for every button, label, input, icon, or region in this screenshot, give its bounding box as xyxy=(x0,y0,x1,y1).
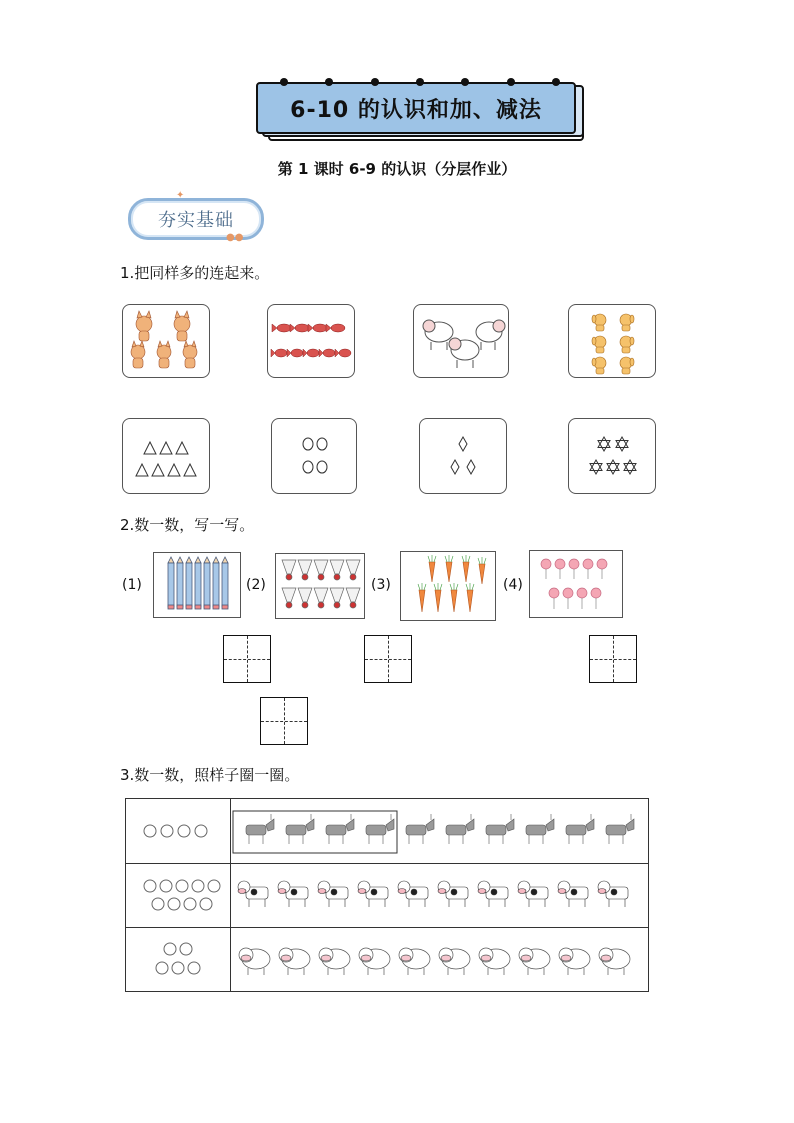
carrot-icon xyxy=(418,583,426,612)
cow-icon xyxy=(398,881,428,907)
cat-icon xyxy=(183,341,197,368)
fish-icon xyxy=(326,324,345,332)
picture-box-sheep[interactable] xyxy=(413,304,509,378)
table-row-cows xyxy=(126,863,648,928)
title-banner xyxy=(256,82,576,134)
shuttlecock-icon xyxy=(330,560,344,580)
dog-icon xyxy=(620,357,634,374)
sample-circles-5 xyxy=(126,927,230,991)
sheep-icon xyxy=(423,320,453,350)
fish-icon xyxy=(287,349,303,357)
item-tag-4: (4) xyxy=(503,577,523,593)
cow-icon xyxy=(238,881,268,907)
pencil-icon xyxy=(168,557,174,609)
cat-icon xyxy=(174,311,190,341)
donkey-icon xyxy=(406,814,434,844)
fish-icon xyxy=(319,349,335,357)
pencils-picture xyxy=(154,553,240,617)
lollipop-icon xyxy=(549,588,559,609)
donkey-icon xyxy=(566,814,594,844)
sheep-icon xyxy=(439,948,470,975)
fish-icon xyxy=(271,349,287,357)
cat-icon xyxy=(131,341,145,368)
fish-icon xyxy=(290,324,309,332)
sheep-icon xyxy=(599,948,630,975)
shuttlecock-icon xyxy=(282,560,296,580)
lollipop-icon xyxy=(583,559,593,579)
cow-icon xyxy=(558,881,588,907)
carrot-icon xyxy=(462,555,470,582)
diamonds-shapes xyxy=(421,420,505,492)
answer-grid-3[interactable] xyxy=(260,697,308,745)
question-1-label: 1.把同样多的连起来。 xyxy=(120,264,270,282)
lollipops-picture xyxy=(530,551,622,617)
sheep-icon xyxy=(479,948,510,975)
answer-grid-4[interactable] xyxy=(589,635,637,683)
lollipops-box xyxy=(529,550,623,618)
shuttlecock-icon xyxy=(330,588,344,608)
banner-rings xyxy=(280,78,560,86)
shape-box-circles[interactable] xyxy=(271,418,357,494)
lollipop-icon xyxy=(555,559,565,579)
fish-icon xyxy=(303,349,319,357)
item-tag-3: (3) xyxy=(371,577,391,593)
item-tag-1: (1) xyxy=(122,577,142,593)
dog-icon xyxy=(592,314,606,331)
cow-icon xyxy=(438,881,468,907)
shape-box-diamonds[interactable] xyxy=(419,418,507,494)
cow-icon xyxy=(478,881,508,907)
dog-icon xyxy=(592,357,606,374)
shape-box-stars[interactable] xyxy=(568,418,656,494)
carrots-picture xyxy=(401,552,495,620)
pencil-icon xyxy=(204,557,210,609)
lesson-subtitle: 第 1 课时 6-9 的认识（分层作业） xyxy=(277,160,517,178)
question-3-label: 3.数一数，照样子圈一圈。 xyxy=(120,766,300,784)
sheep-row-picture[interactable] xyxy=(230,927,648,991)
pencil-icon xyxy=(186,557,192,609)
pencil-icon xyxy=(195,557,201,609)
shuttlecocks-box xyxy=(275,553,365,619)
tag-star-icon: ✦ xyxy=(176,190,185,201)
donkey-icon xyxy=(326,814,354,844)
table-row-sheep xyxy=(126,927,648,991)
pencils-box xyxy=(153,552,241,618)
donkey-icon xyxy=(286,814,314,844)
answer-grid-2[interactable] xyxy=(364,635,412,683)
sheep-icon xyxy=(559,948,590,975)
lollipop-icon xyxy=(597,559,607,579)
picture-box-cats[interactable] xyxy=(122,304,210,378)
sample-circles-4 xyxy=(126,799,230,863)
shuttlecocks-picture xyxy=(276,554,364,618)
cow-icon xyxy=(358,881,388,907)
pencil-icon xyxy=(177,557,183,609)
lollipop-icon xyxy=(569,559,579,579)
donkey-icon xyxy=(246,814,274,844)
cats-picture xyxy=(124,306,208,376)
item-tag-2: (2) xyxy=(246,577,266,593)
cow-icon xyxy=(318,881,348,907)
picture-box-fish[interactable] xyxy=(267,304,355,378)
tag-dots-icon: ●● xyxy=(226,232,244,243)
shape-box-triangles[interactable] xyxy=(122,418,210,494)
sheep-icon xyxy=(359,948,390,975)
donkey-icon xyxy=(366,814,394,844)
section-tag xyxy=(128,198,264,240)
cow-icon xyxy=(598,881,628,907)
picture-box-dogs[interactable] xyxy=(568,304,656,378)
pencil-icon xyxy=(213,557,219,609)
shuttlecock-icon xyxy=(346,560,360,580)
carrot-icon xyxy=(428,555,436,582)
shuttlecock-icon xyxy=(346,588,360,608)
lollipop-icon xyxy=(577,588,587,609)
sheep-icon xyxy=(519,948,550,975)
fish-picture xyxy=(269,306,353,376)
fish-icon xyxy=(308,324,327,332)
sheep-picture xyxy=(415,306,507,376)
circle-table xyxy=(125,798,649,992)
shuttlecock-icon xyxy=(314,588,328,608)
donkey-icon xyxy=(606,814,634,844)
carrot-icon xyxy=(466,583,474,612)
carrots-box xyxy=(400,551,496,621)
question-2-label: 2.数一数，写一写。 xyxy=(120,516,255,534)
lollipop-icon xyxy=(563,588,573,609)
shuttlecock-icon xyxy=(298,560,312,580)
cow-icon xyxy=(518,881,548,907)
fish-icon xyxy=(272,324,291,332)
sheep-icon xyxy=(399,948,430,975)
sheep-icon xyxy=(476,320,505,350)
cows-picture[interactable] xyxy=(230,863,648,927)
shuttlecock-icon xyxy=(314,560,328,580)
cat-icon xyxy=(136,311,152,341)
dog-icon xyxy=(620,314,634,331)
sheep-icon xyxy=(279,948,310,975)
lollipop-icon xyxy=(541,559,551,579)
cow-icon xyxy=(278,881,308,907)
dog-icon xyxy=(592,336,606,353)
pencil-icon xyxy=(222,557,228,609)
donkeys-picture[interactable] xyxy=(230,799,648,863)
sample-circles-9 xyxy=(126,863,230,927)
dog-icon xyxy=(620,336,634,353)
cat-icon xyxy=(157,341,171,368)
triangles-shapes xyxy=(124,420,208,492)
donkey-icon xyxy=(526,814,554,844)
circles-shapes xyxy=(273,420,355,492)
answer-grid-1[interactable] xyxy=(223,635,271,683)
carrot-icon xyxy=(450,583,458,612)
donkey-icon xyxy=(486,814,514,844)
donkey-icon xyxy=(446,814,474,844)
fish-icon xyxy=(335,349,351,357)
sheep-icon xyxy=(239,948,270,975)
lollipop-icon xyxy=(591,588,601,609)
sheep-icon xyxy=(449,338,479,368)
page-title: 6-10 的认识和加、减法 xyxy=(290,97,542,123)
table-row-donkeys xyxy=(126,799,648,864)
carrot-icon xyxy=(434,583,442,612)
carrot-icon xyxy=(478,557,486,584)
shuttlecock-icon xyxy=(282,588,296,608)
shuttlecock-icon xyxy=(298,588,312,608)
carrot-icon xyxy=(445,555,453,582)
sheep-icon xyxy=(319,948,350,975)
section-tag-label: 夯实基础 xyxy=(158,210,234,231)
stars-shapes xyxy=(570,420,654,492)
dogs-picture xyxy=(570,306,654,376)
